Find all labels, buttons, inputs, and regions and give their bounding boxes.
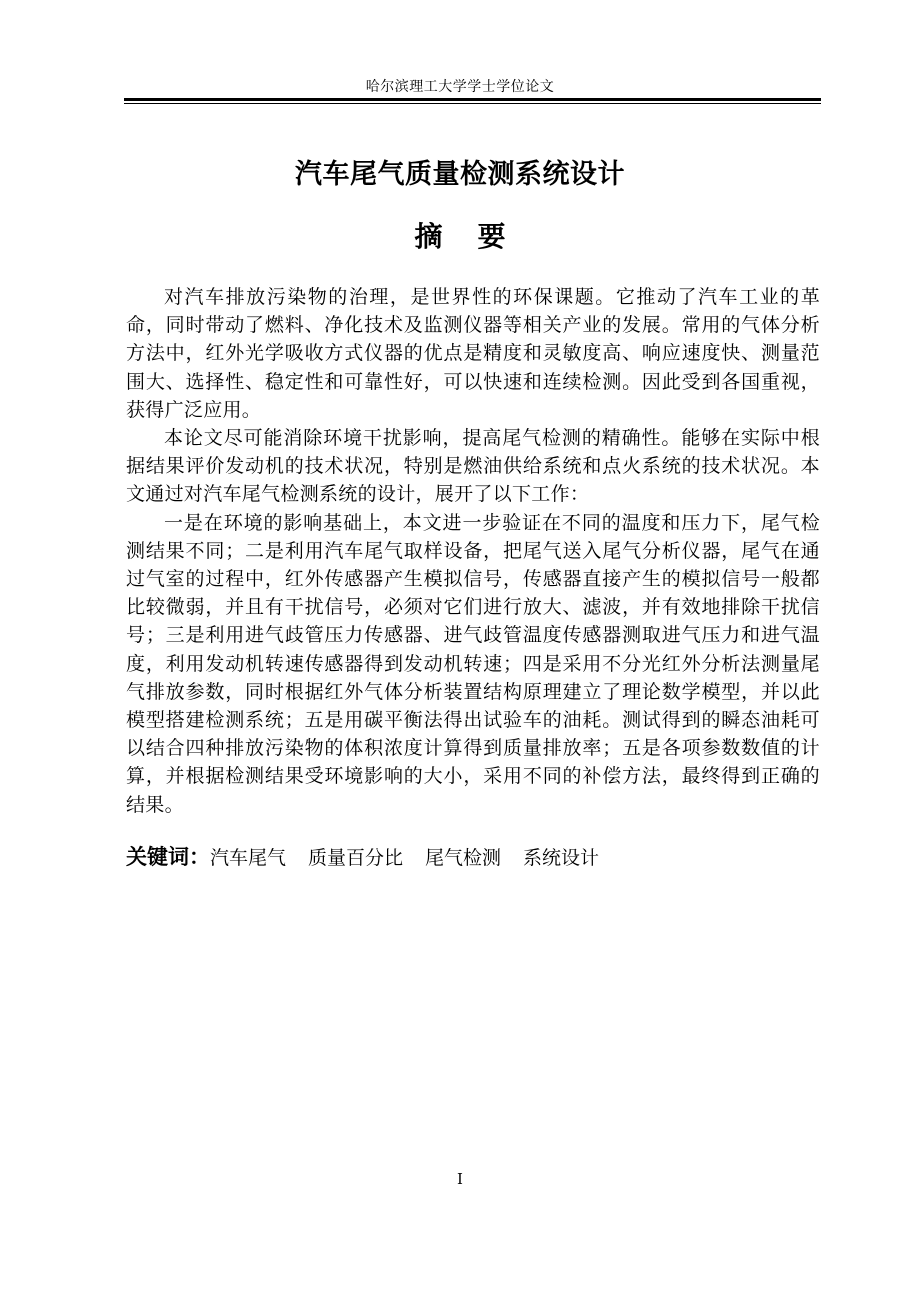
keyword-term: 汽车尾气 bbox=[210, 847, 287, 869]
keywords-label: 关键词： bbox=[126, 845, 210, 869]
abstract-paragraph-2: 本论文尽可能消除环境干扰影响，提高尾气检测的精确性。能够在实际中根据结果评价发动机的技术状况，特别是燃油供给系统和点火系统的技术状况。本文通过对汽车尾气检测系统的设计，展开了以下工作： bbox=[126, 427, 820, 506]
header-rule-thin bbox=[124, 103, 821, 104]
keywords-line bbox=[126, 842, 820, 873]
keyword-term: 尾气检测 bbox=[425, 847, 502, 869]
page-number: I bbox=[457, 1170, 463, 1188]
keyword-term: 质量百分比 bbox=[308, 847, 404, 869]
thesis-title: 汽车尾气质量检测系统设计 bbox=[295, 159, 625, 190]
header-rule-thick bbox=[124, 98, 821, 101]
abstract-paragraph-1: 对汽车排放污染物的治理，是世界性的环保课题。它推动了汽车工业的革命，同时带动了燃料、净化技术及监测仪器等相关产业的发展。常用的气体分析方法中，红外光学吸收方式仪器的优点是精度和灵敏度高、响应速度快、测量范围大、选择性、稳定性和可靠性好，可以快速和连续检测。因此受到各国重视，获得广泛应用。 bbox=[126, 286, 820, 421]
abstract-paragraph-3: 一是在环境的影响基础上，本文进一步验证在不同的温度和压力下，尾气检测结果不同；二是利用汽车尾气取样设备，把尾气送入尾气分析仪器，尾气在通过气室的过程中，红外传感器产生模拟信号，传感器直接产生的模拟信号一般都比较微弱，并且有干扰信号，必须对它们进行放大、滤波，并有效地排除干扰信号；三是利用进气歧管压力传感器、进气歧管温度传感器测取进气压力和进气温度，利用发动机转速传感器得到发动机转速；四是采用不分光红外分析法测量尾气排放参数，同时根据红外气体分析装置结构原理建立了理论数学模型，并以此模型搭建检测系统；五是用碳平衡法得出试验车的油耗。测试得到的瞬态油耗可以结合四种排放污染物的体积浓度计算得到质量排放率；五是各项参数数值的计算，并根据检测结果受环境影响的大小，采用不同的补偿方法，最终得到正确的结果。 bbox=[126, 511, 820, 816]
running-header: 哈尔滨理工大学学士学位论文 bbox=[365, 79, 555, 95]
keyword-term: 系统设计 bbox=[523, 847, 600, 869]
abstract-body bbox=[126, 283, 820, 819]
abstract-heading: 摘 要 bbox=[414, 220, 506, 253]
